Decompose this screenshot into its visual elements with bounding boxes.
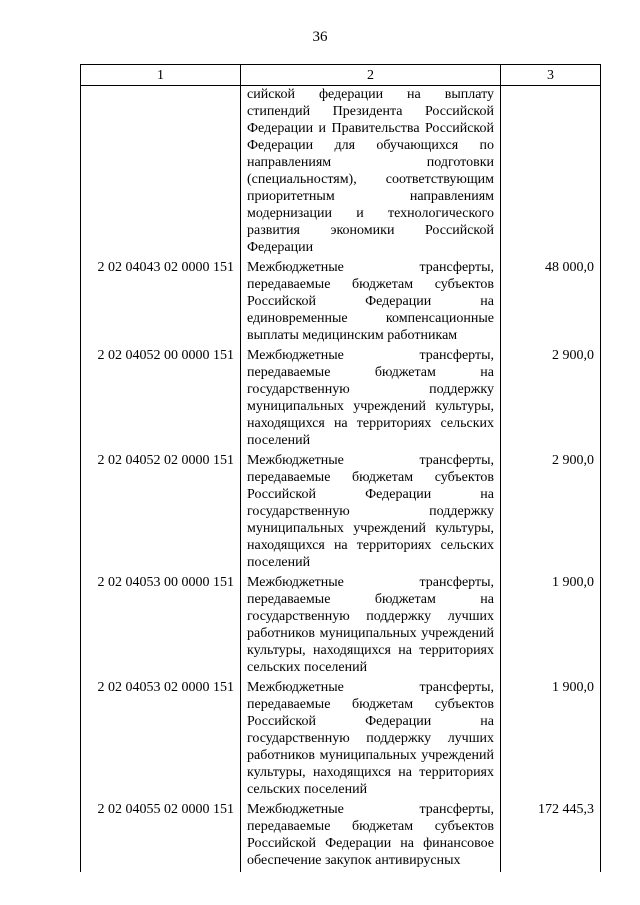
amount [501, 86, 601, 260]
amount: 2 900,0 [501, 452, 601, 574]
budget-table [80, 64, 601, 872]
description-text: Межбюджетные трансферты, передаваемые бюджетам субъектов Российской Федерации на единовременные компенсационные выплаты медицинским работникам [247, 260, 494, 343]
amount: 48 000,0 [501, 259, 601, 347]
budget-code: 2 02 04053 00 0000 151 [81, 574, 241, 679]
table-body [81, 86, 601, 873]
description-text: Межбюджетные трансферты, передаваемые бюджетам на государственную поддержку лучших работников муниципальных учреждений культуры, находящихся на территориях сельских поселений [247, 575, 494, 675]
table-row [81, 259, 601, 347]
column-header-1: 1 [81, 65, 241, 86]
transfer-description [241, 679, 501, 801]
amount: 2 900,0 [501, 347, 601, 452]
column-header-2: 2 [241, 65, 501, 86]
table-header [81, 65, 601, 86]
budget-code [81, 86, 241, 260]
table-row [81, 679, 601, 801]
table-row [81, 86, 601, 260]
description-text: Межбюджетные трансферты, передаваемые бюджетам на государственную поддержку муниципальных учреждений культуры, находящихся на территориях сельских поселений [247, 348, 494, 448]
amount: 172 445,3 [501, 801, 601, 872]
description-text: сийской федерации на выплату стипендий Президента Российской Федерации и Правительства Российской Федерации для обучающихся по направлениям подготовки (специальностям), соответствующим приоритетным направлениям модернизации и технологического развития экономики Российской Федерации [247, 87, 494, 255]
budget-code: 2 02 04055 02 0000 151 [81, 801, 241, 872]
table-row [81, 347, 601, 452]
transfer-description [241, 452, 501, 574]
transfer-description [241, 574, 501, 679]
description-text: Межбюджетные трансферты, передаваемые бюджетам субъектов Российской Федерации на финансовое обеспечение закупок антивирусных [247, 802, 494, 868]
table-row [81, 574, 601, 679]
description-text: Межбюджетные трансферты, передаваемые бюджетам субъектов Российской Федерации на государственную поддержку муниципальных учреждений культуры, находящихся на территориях сельских поселений [247, 453, 494, 570]
budget-code: 2 02 04043 02 0000 151 [81, 259, 241, 347]
description-text: Межбюджетные трансферты, передаваемые бюджетам субъектов Российской Федерации на государственную поддержку лучших работников муниципальных учреждений культуры, находящихся на территориях сельских поселений [247, 680, 494, 797]
transfer-description [241, 259, 501, 347]
amount: 1 900,0 [501, 574, 601, 679]
table-row [81, 801, 601, 872]
transfer-description [241, 86, 501, 260]
transfer-description [241, 801, 501, 872]
budget-code: 2 02 04052 00 0000 151 [81, 347, 241, 452]
column-header-3: 3 [501, 65, 601, 86]
amount: 1 900,0 [501, 679, 601, 801]
budget-code: 2 02 04053 02 0000 151 [81, 679, 241, 801]
transfer-description [241, 347, 501, 452]
budget-code: 2 02 04052 02 0000 151 [81, 452, 241, 574]
header-row [81, 65, 601, 86]
table-row [81, 452, 601, 574]
page-number: 36 [312, 29, 328, 45]
